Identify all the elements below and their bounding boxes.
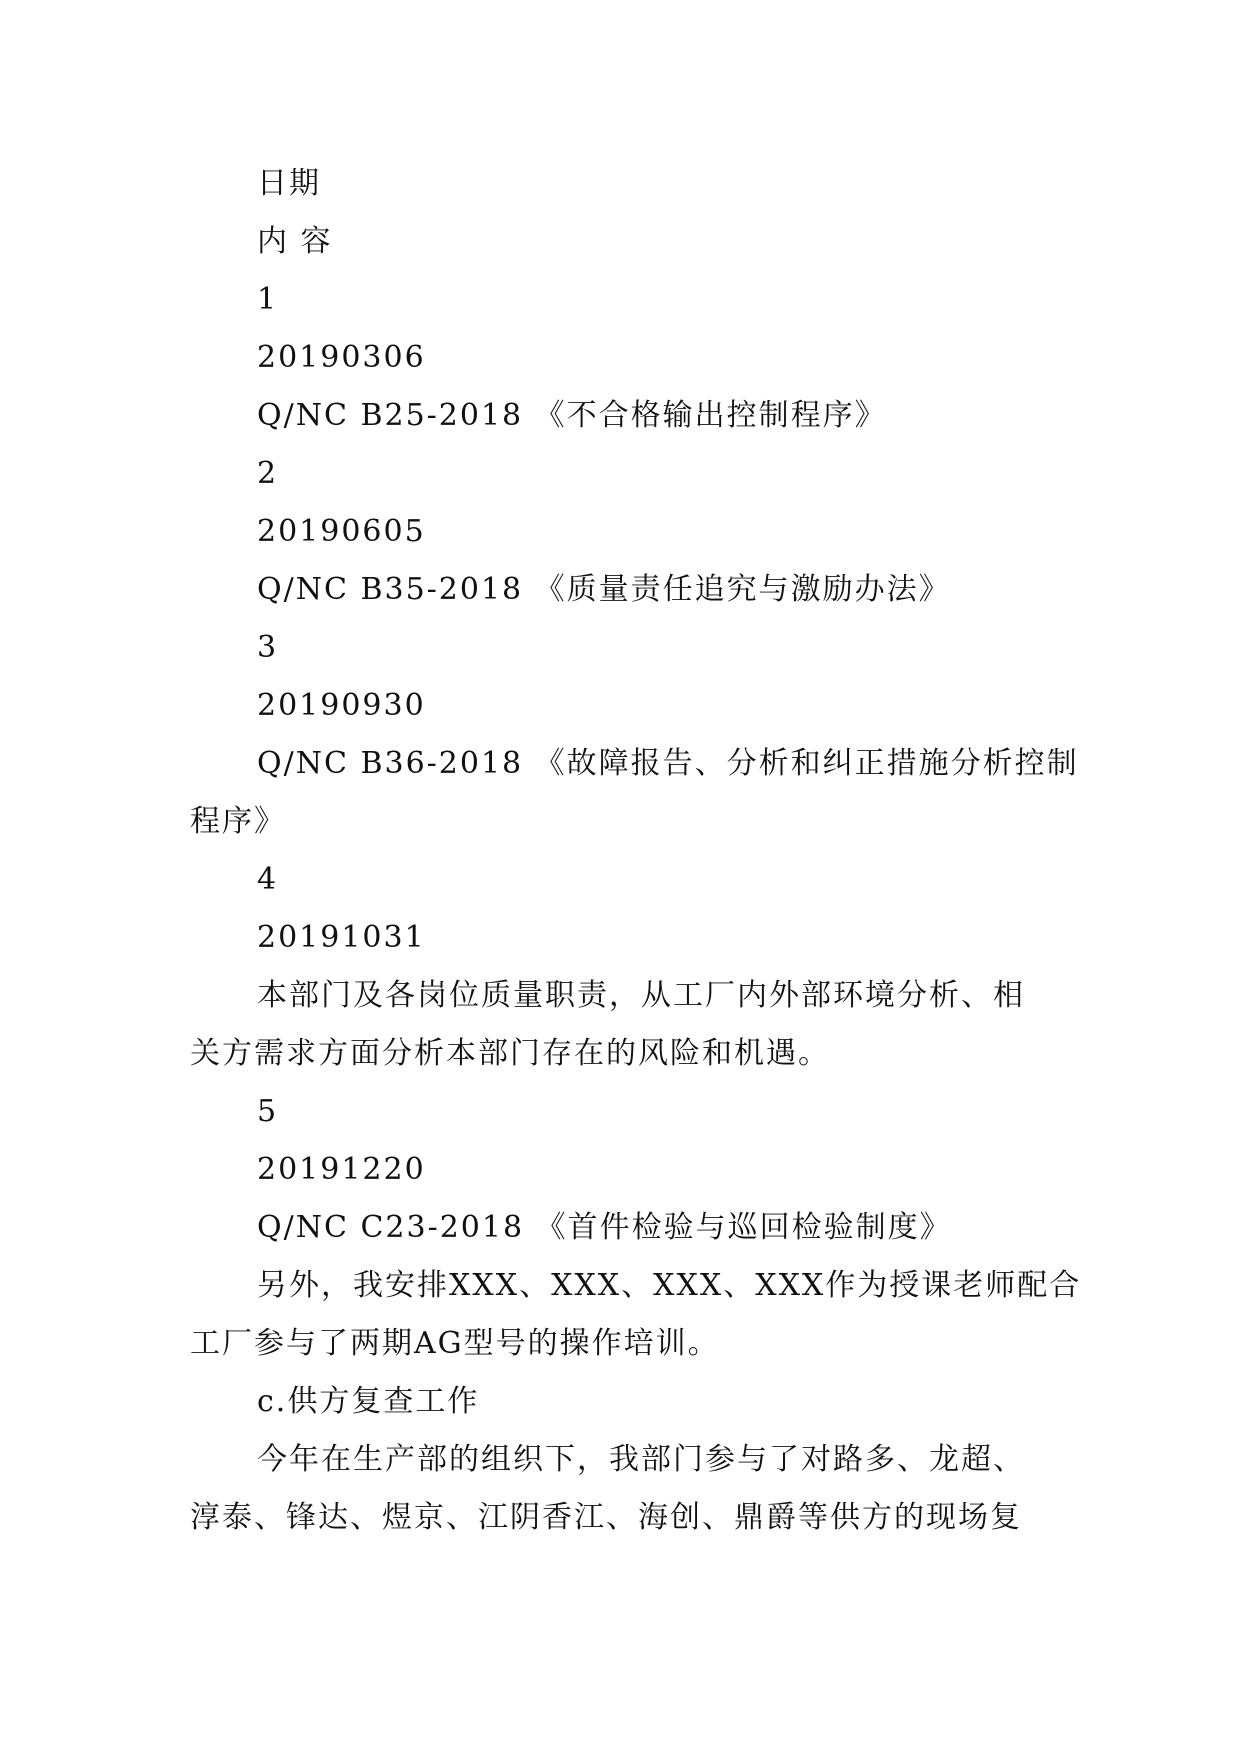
item-content: 本部门及各岗位质量职责，从工厂内外部环境分析、相 bbox=[257, 978, 1025, 1013]
item-date: 20191220 bbox=[257, 1152, 426, 1187]
item-number: 1 bbox=[257, 282, 279, 317]
section-heading: c.供方复查工作 bbox=[257, 1384, 480, 1419]
item-date: 20190306 bbox=[257, 340, 426, 375]
paragraph-line: 今年在生产部的组织下，我部门参与了对路多、龙超、 bbox=[257, 1442, 1025, 1477]
item-number: 4 bbox=[257, 862, 279, 897]
paragraph-line: 另外，我安排XXX、XXX、XXX、XXX作为授课老师配合 bbox=[257, 1268, 1082, 1303]
item-date: 20191031 bbox=[257, 920, 426, 955]
header-date: 日期 bbox=[257, 166, 321, 201]
item-date: 20190930 bbox=[257, 688, 426, 723]
item-content: Q/NC B35-2018 《质量责任追究与激励办法》 bbox=[257, 572, 951, 607]
header-content: 内 容 bbox=[257, 224, 333, 259]
item-content: Q/NC B25-2018 《不合格输出控制程序》 bbox=[257, 398, 887, 433]
paragraph-line: 淳泰、锋达、煜京、江阴香江、海创、鼎爵等供方的现场复 bbox=[190, 1500, 1022, 1535]
item-number: 3 bbox=[257, 630, 279, 665]
item-content: Q/NC C23-2018 《首件检验与巡回检验制度》 bbox=[257, 1210, 952, 1245]
item-content: Q/NC B36-2018 《故障报告、分析和纠正措施分析控制 bbox=[257, 746, 1079, 781]
item-number: 5 bbox=[257, 1094, 279, 1129]
item-content-continuation: 程序》 bbox=[190, 804, 286, 839]
item-content-continuation: 关方需求方面分析本部门存在的风险和机遇。 bbox=[190, 1036, 830, 1071]
item-number: 2 bbox=[257, 456, 279, 491]
item-date: 20190605 bbox=[257, 514, 426, 549]
paragraph-line: 工厂参与了两期AG型号的操作培训。 bbox=[190, 1326, 720, 1361]
